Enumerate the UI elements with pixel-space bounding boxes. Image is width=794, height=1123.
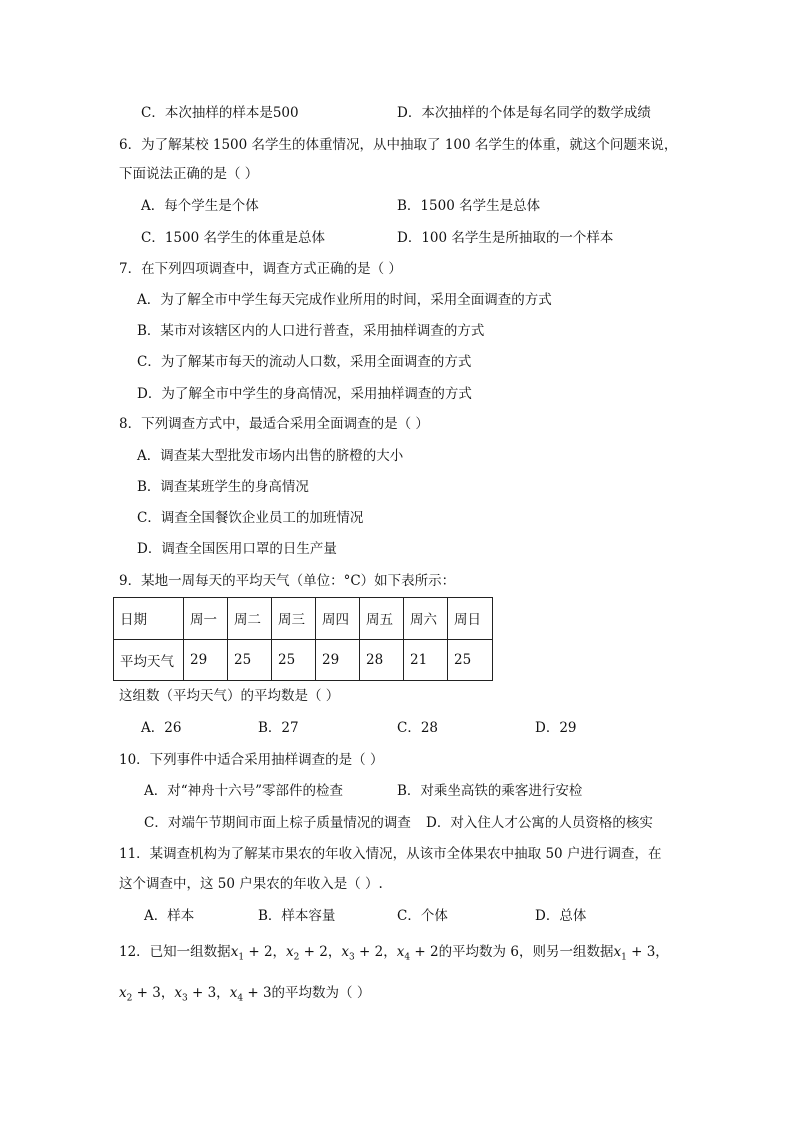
q8-stem: 8．下列调查方式中，最适合采用全面调查的是（ ） xyxy=(119,416,429,432)
table-cell: 28 xyxy=(360,639,404,681)
q10-stem: 10．下列事件中适合采用抽样调查的是（ ） xyxy=(119,752,384,768)
q10-option-c: C．对端午节期间市面上棕子质量情况的调查 xyxy=(144,815,411,831)
table-header-cell: 周二 xyxy=(228,598,272,640)
q7-option-a: A．为了解全市中学生每天完成作业所用的时间，采用全面调查的方式 xyxy=(137,292,552,308)
q6-option-d: D．100 名学生是所抽取的一个样本 xyxy=(397,230,614,246)
math-var: x xyxy=(174,985,182,1001)
math-var: x xyxy=(286,944,294,960)
table-cell: 29 xyxy=(316,639,360,681)
table-row xyxy=(114,639,493,681)
q7-option-d: D．为了解全市中学生的身高情况，采用抽样调查的方式 xyxy=(137,386,472,402)
table-cell: 29 xyxy=(184,639,228,681)
q8-option-a: A．调查某大型批发市场内出售的脐橙的大小 xyxy=(137,448,404,464)
math-op: + 3， xyxy=(187,985,230,1001)
q7-option-b: B．某市对该辖区内的人口进行普查，采用抽样调查的方式 xyxy=(137,323,485,339)
q10-option-d: D．对入住人才公寓的人员资格的核实 xyxy=(426,815,653,831)
math-op: + 3， xyxy=(626,944,669,960)
q11-option-d: D．总体 xyxy=(535,908,587,924)
table-cell: 21 xyxy=(404,639,448,681)
q12-tail: 的平均数为（ ） xyxy=(271,985,371,1001)
math-op: + 2， xyxy=(354,944,397,960)
table-header-cell: 周六 xyxy=(404,598,448,640)
q5-option-c: C．本次抽样的样本是500 xyxy=(141,105,299,121)
q6-stem-line2: 下面说法正确的是（ ） xyxy=(119,166,259,182)
q8-option-d: D．调查全国医用口罩的日生产量 xyxy=(137,541,337,557)
q6-option-c: C．1500 名学生的体重是总体 xyxy=(141,230,325,246)
math-sub: 3 xyxy=(349,952,355,963)
q12-mid: 的平均数为 6，则另一组数据 xyxy=(438,944,614,960)
q12-stem-line2 xyxy=(119,983,370,1009)
table-header-cell: 周三 xyxy=(272,598,316,640)
table-header-cell: 日期 xyxy=(114,598,184,640)
math-var: x xyxy=(396,944,405,960)
q9-option-c: C．28 xyxy=(397,720,439,736)
temperature-table xyxy=(113,597,493,681)
math-var: x xyxy=(229,985,238,1001)
table-header-cell: 周四 xyxy=(316,598,360,640)
table-cell: 25 xyxy=(228,639,272,681)
math-var: x xyxy=(119,985,127,1001)
q11-stem-line2: 这个调查中，这 50 户果农的年收入是（ ）. xyxy=(119,876,383,892)
math-op: + 3， xyxy=(132,985,175,1001)
math-sub: 4 xyxy=(404,952,411,963)
math-var: x xyxy=(341,944,349,960)
q8-option-c: C．调查全国餐饮企业员工的加班情况 xyxy=(137,510,364,526)
q9-stem-line2: 这组数（平均天气）的平均数是（ ） xyxy=(119,688,340,704)
table-cell: 平均天气 xyxy=(114,639,184,681)
math-sub: 1 xyxy=(238,952,245,963)
q11-option-c: C．个体 xyxy=(397,908,448,924)
math-sub: 3 xyxy=(181,993,188,1004)
q6-option-b: B．1500 名学生是总体 xyxy=(397,198,541,214)
math-sub: 2 xyxy=(293,952,300,963)
math-op: + 3 xyxy=(243,985,272,1001)
math-sub: 1 xyxy=(621,952,627,963)
table-header-cell: 周一 xyxy=(184,598,228,640)
q9-option-a: A．26 xyxy=(141,720,182,736)
math-op: + 2， xyxy=(299,944,342,960)
q12-lead: 12．已知一组数据 xyxy=(119,944,231,960)
math-op: + 2， xyxy=(244,944,287,960)
math-sub: 2 xyxy=(126,993,133,1004)
q9-option-b: B．27 xyxy=(258,720,299,736)
table-cell: 25 xyxy=(448,639,493,681)
q11-option-b: B．样本容量 xyxy=(258,908,336,924)
table-header-cell: 周日 xyxy=(448,598,493,640)
math-op: + 2 xyxy=(410,944,439,960)
q7-option-c: C．为了解某市每天的流动人口数，采用全面调查的方式 xyxy=(137,354,472,370)
q6-option-a: A．每个学生是个体 xyxy=(141,198,259,214)
q10-option-b: B．对乘坐高铁的乘客进行安检 xyxy=(397,783,583,799)
math-var: x xyxy=(613,944,622,960)
math-sub: 4 xyxy=(237,993,244,1004)
q11-stem-line1: 11．某调查机构为了解某市果农的年收入情况，从该市全体果农中抽取 50 户进行调查，在 xyxy=(119,846,662,862)
q8-option-b: B．调查某班学生的身高情况 xyxy=(137,479,309,495)
q9-option-d: D．29 xyxy=(535,720,577,736)
q6-stem-line1: 6．为了解某校 1500 名学生的体重情况，从中抽取了 100 名学生的体重，就这个问题来说， xyxy=(119,137,678,153)
table-header-row xyxy=(114,598,493,640)
q5-option-d: D．本次抽样的个体是每名同学的数学成绩 xyxy=(397,105,651,121)
table-cell: 25 xyxy=(272,639,316,681)
q11-option-a: A．样本 xyxy=(144,908,195,924)
math-var: x xyxy=(230,944,239,960)
q7-stem: 7．在下列四项调查中，调查方式正确的是（ ） xyxy=(119,261,402,277)
q10-option-a: A．对“神舟十六号”零部件的检查 xyxy=(144,783,344,799)
q12-stem-line1 xyxy=(119,942,669,968)
q9-stem: 9．某地一周每天的平均天气（单位：°C）如下表所示： xyxy=(119,573,456,589)
table-header-cell: 周五 xyxy=(360,598,404,640)
